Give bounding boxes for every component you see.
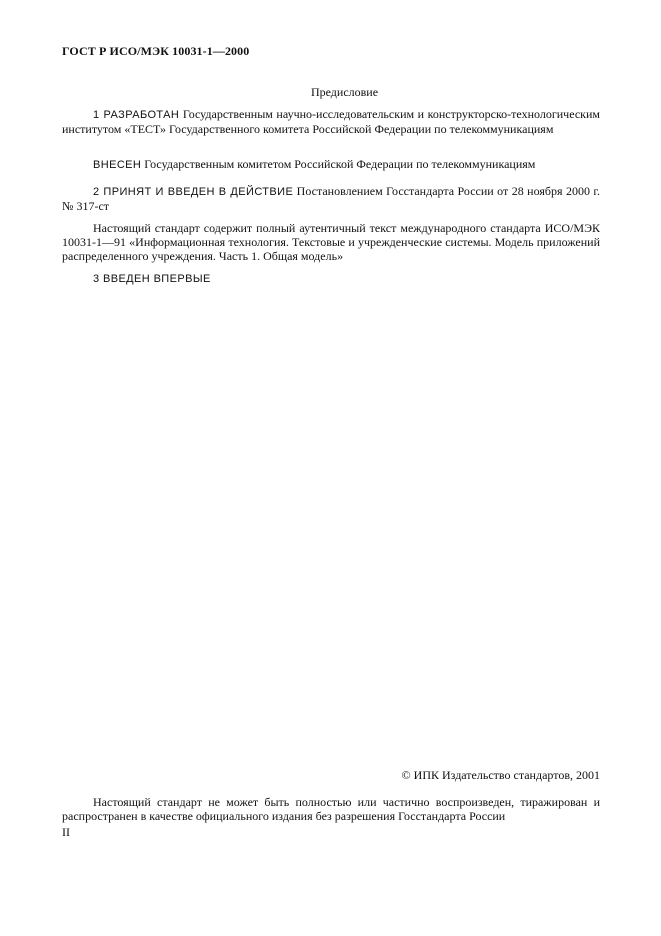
paragraph-lead: 2 ПРИНЯТ И ВВЕДЕН В ДЕЙСТВИЕ: [93, 186, 294, 198]
page-title: Предисловие: [310, 85, 379, 99]
document-code-header: ГОСТ Р ИСО/МЭК 10031-1—2000: [62, 44, 250, 58]
paragraph-authentic-text: Настоящий стандарт содержит полный аутентичный текст международного стандарта ИСО/МЭК 10031-1—91 «Информационная технология. Текстовые и учрежденческие системы. Модель приложений распределенного учреждения. Часть 1. Общая модель»: [62, 221, 600, 263]
page-number: II: [62, 825, 70, 839]
paragraph-text: Государственным научно-исследовательским и конструкторско-технологическим институтом «ТЕСТ» Государственного комитета Российской Федерации по телекоммуникациям: [62, 107, 600, 136]
paragraph-lead: 3 ВВЕДЕН ВПЕРВЫЕ: [93, 273, 211, 285]
paragraph-text: Постановлением Госстандарта России от 28 ноября 2000 г. № 317-ст: [62, 184, 600, 213]
reproduction-notice: Настоящий стандарт не может быть полностью или частично воспроизведен, тиражирован и распространен в качестве официального издания без разрешения Госстандарта России: [62, 795, 600, 823]
paragraph-introduced-by: [62, 157, 600, 172]
paragraph-first-introduced: [62, 271, 600, 286]
paragraph-lead: 1 РАЗРАБОТАН: [93, 109, 180, 121]
copyright-line: © ИПК Издательство стандартов, 2001: [401, 768, 600, 782]
paragraph-lead: ВНЕСЕН: [93, 159, 142, 171]
paragraph-text: Государственным комитетом Российской Федерации по телекоммуникациям: [141, 157, 536, 171]
paragraph-adopted: [62, 184, 600, 213]
paragraph-developed-by: [62, 107, 600, 136]
